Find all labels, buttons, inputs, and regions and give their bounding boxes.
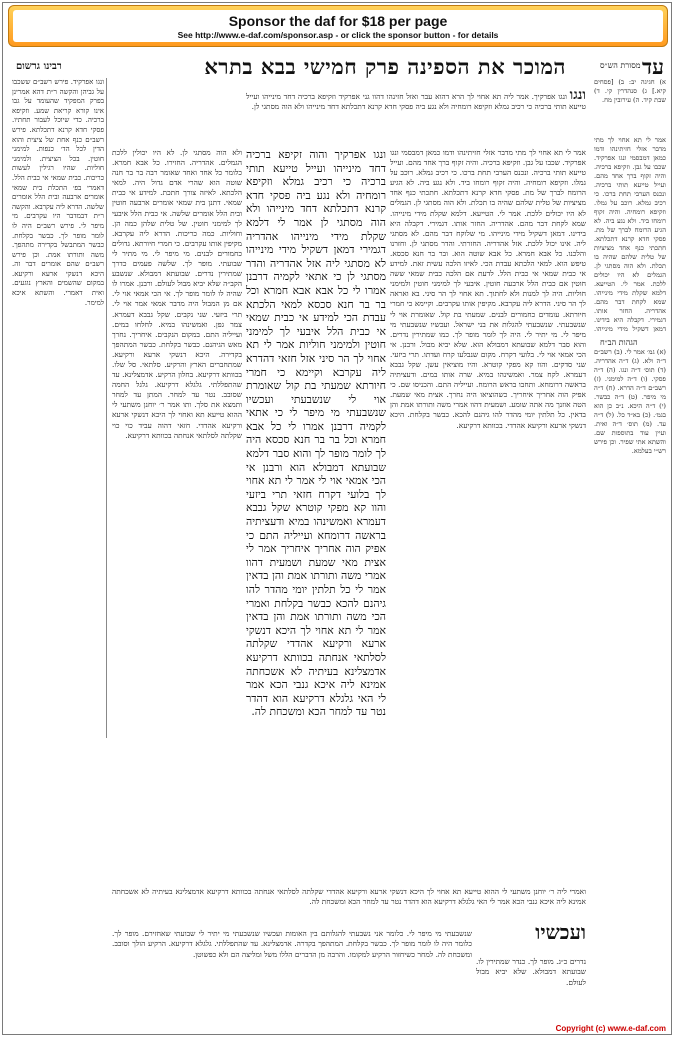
- hagahot-habach: [594, 348, 666, 648]
- gemara-top-block: [246, 90, 586, 146]
- mesoret-hashas: [594, 78, 666, 134]
- tosafot-column: [112, 148, 242, 872]
- rabbeinu-gershom-column: [12, 78, 104, 718]
- page-number: עד: [642, 54, 664, 79]
- sponsor-title: Sponsor the daf for $18 per page: [228, 13, 448, 29]
- copyright-link[interactable]: Copyright (c) www.e-daf.com: [555, 1024, 666, 1033]
- page-title: המוכר את הספינה פרק חמישי בבא בתרא: [204, 54, 566, 79]
- bottom-commentary-2-text: שנשבעתי מי מיפר לי. כלומר אני נשבעתי להגלותם בין האומות ועכשיו שנשבעתי מי יתיר לי שבועתי שאחזירם. מופר לך. כלומר היה לו לומר מופר לך. כבשר בקלחת. המתהפך בקדרה. אדמצלינא. עד שהתפללתי. גלגלא דרקיעא. הרקיע הולך וסובב. ומשכחת לה. למחר כשיחזור הרקיע למקומו. והרבה מן הדברים הללו משל ומליצה הם ולא כפשוטן.: [112, 929, 472, 959]
- mesoret-text: א) חגיגה יב: ב) [פסחים קיא.] ג) סנהדרין קי. ד) שבת קיד. ה) עירובין מח.: [594, 78, 666, 104]
- rabbeinu-gershom-text: ונגו אפרקיד. פירש רשב״ם ששכבו על גביהן והקשה ר״ת דהא אמרינן בפרק המפקיד שהעומד על גבו אינו קורא קריאת שמע. וזקיפא ברכיה. כדי שיוכל לעבור תחתיו. פסקי חדא קרנא דתכלתא. פירש רשב״ם כנף אחת של ציצית והוא הדין לכל הד׳ כנפות. למימני חוטין. בכל הציצית. ולמימני חוליות. שהיו רגילין לעשות כריכות. כבית שמאי אי כבית הלל. דאמרי בפ׳ התכלת בית שמאי אומרים ארבעה ובית הלל אומרים שלשה. הדרא ליה עקרבא. והקשה ר״ת דבמדבר היו עקרבים. מי מיפר לי. פירש רשב״ם היה לו לומר מופר לך. כבשר בקלחת. כבשר המתבשל בקדירה מתהפך. משה ותורתו אמת. וכן פירש רשב״ם שהם אומרים דבר זה. היכא דנשקי ארעא ורקיעא. במקום שהשמים והארץ נוגעים. ואית דאמרי. והשתא איכא למימר.: [12, 78, 104, 307]
- bottom-commentary-3-text: נדרים כ״ג. מופר לך. כנדר שמתירין לו. שבועתא דמבולא. שלא יביא מבול לעולם.: [476, 957, 586, 987]
- sponsor-banner[interactable]: [8, 5, 668, 47]
- commentary-label: רבינו גרשום: [16, 61, 62, 72]
- gemara-top-text: ונגו אפרקיך. אמר ליה תא אחוי לך הרא דהוא עבר ואזל חזינהו דהוו גני אפרקיד וזקיפא ברכיה דחד מינייהו ועייל טייעא תותי ברכיה כי רכיב גמלא וזקיפא רומחיה ולא נגע ביה פסקי חדא קרנא דתכלתא דחד מינייהו ולא הוה מסתגי לן.: [246, 92, 586, 112]
- gemara-opening-word: ונגו: [569, 90, 586, 103]
- page-header: [8, 52, 668, 78]
- bottom-commentary: [112, 880, 586, 920]
- bottom-commentary-text: ואמרי ליה ר׳ יוחנן משתעי לי ההוא טייעא תא אחוי לך היכא דנשקי ארעא ורקיעא אהדדי שקלתה לסלתאי אנחתה בכוותא דרקיעא אדמצלינא בעיתיה לא אשכחתה אמינא ליה איכא גנבי הכא אמר לי האי גלגלא דרקיעא הוא דהדר נטר עד למחר הכא ומשכחת לה.: [112, 887, 586, 907]
- rashbam-text: אמר לי תא אחוי לך מתי מדבר אזלי חזיתינהו ודמו כמאן דמבסמי ונגו אפרקיד. שכבו על גבן. וזקיפא ברכיה. והיה זקוף ברך אחד מהם. ועייל טייעא תותי ברכיה. ונכנס הערבי תחת ברכו. כי רכיב גמלא. רוכב על גמלו. וזקיפא רומחיה. והיה זקוף רומחו ביד. ולא נגע ביה. לא הגיע הרומח לברך של מת. פסקי חדא קרנא דתכלתא. חתכתי כנף אחד מציציות של טלית שלהם שהיה בו תכלת. ולא הוה מסתגי לן. הגמלים לא היו יכולים ללכת. אמר לי. הטייעא. דלמא שקלת מידי מינייהו. שמא לקחת דבר מהם. אהדריה. החזר אותו. דגמירי. דקבלה היא בידינו. דמאן דשקיל מידי מינייהו. מי שלוקח דבר מהם. לא מסתגי ליה. אינו יכול ללכת. אזל אהדריה. החזרתי. והדר מסתגי לן. וחזרנו והלכנו. כל אבא חמרא. כל אבא שוטה הוא. ובר בר חנא סכסא. טיפש הוא. למאי הלכתא עבדת הכי. לאיזו הלכה עשית זאת. למידע אי כבית שמאי אי כבית הלל. לדעת אם הלכה כבית שמאי ששה חוטין אם כבית הלל ארבעה חוטין. איבעי לך למימני חוטין ולמימני חוליות. היה לך למנות ולא לחתוך. תא אחוי לך הר סיני. בא ואראה לך הר סיני. הדרא ליה עקרבא. מקיפין אותו עקרבים. וקיימא כי חמרי חיורתא. עומדים כחמורים לבנים. שמעתי בת קול. שאומרת אוי לי שנשבעתי. שנשבעתי להגלות את בני ישראל. ועכשיו שנשבעתי מי מיפר לי. מי יתיר לי. היה לך לומר מופר לך. כמו שמתירין נדרים. והוא סבר דלמא שבועתא דמבולא הוא. שלא יביא מבול. ורבנן. אי הכי אמאי אוי לי. בלועי דקרח. מקום שנבלעו קרח ועדתו. תרי ביזעי. שני סדקים. והוו קא מפקי קוטרא. והיו מוציאין עשן. שקל גבבא דעמרא. לקח צמר. ואמשינהו במיא. שרה אותו במים. ודעציתיה בראשה דרומחא. ותחבו בראש הרומח. ועייליה התם. והכניסו שם. כי אפיק הוה אחריך איחריך. כשהוציאו היה נחרך. אצית מאי שמעת. הטה אוזנך מה אתה שומע. ושמעית דהוו אמרי משה ותורתו אמת והן בדאין. כל תלתין יומי מהדר להו גיהנם להכא. כבשר בקלחת. היכא דנשקי ארעא ורקיעא אהדדי. בכוותא דרקיעא.: [390, 148, 586, 430]
- margin-notes-text: אמר לי תא אחוי לך מתי מדבר אזלי חזיתינהו ודמו כמאן דמבסמי ונגו אפרקיד. שכבו על גבן. וזקיפא ברכיה. והיה זקוף ברך אחד מהם. ועייל טייעא תותי ברכיה. ונכנס הערבי תחת ברכו. כי רכיב גמלא. רוכב על גמלו. וזקיפא רומחיה. והיה זקוף רומחו ביד. ולא נגע ביה. לא הגיע הרומח לברך של מת. פסקי חדא קרנא דתכלתא. חתכתי כנף אחד מציציות של טלית שלהם שהיה בו תכלת. ולא הוה מסתגי לן. הגמלים לא היו יכולים ללכת. אמר לי. הטייעא. דלמא שקלת מידי מינייהו. שמא לקחת דבר מהם. אהדריה. החזר אותו. דגמירי. דקבלה היא בידינו. דמאן דשקיל מידי מינייהו.: [594, 136, 666, 332]
- sponsor-banner-inner: [13, 10, 663, 42]
- rashbam-column: [390, 148, 586, 872]
- hagahot-label: הגהות הב״ח: [600, 338, 638, 347]
- column-divider: [106, 78, 107, 738]
- gemara-text: ונגו אפרקיך והוה זקיפא ברכיה דחד מינייהו ועייל טייעא תותי ברכיה כי רכיב גמלא וזקיפא רומחיה ולא נגע ביה פסקי חדא קרנא דתכלתא דחד מינייהו ולא הוה מסתגי לן אמר לי דלמא שקלת מידי מינייהו אהדריה דגמירי דמאן דשקיל מידי מינייהו לא מסתגי ליה אזל אהדריה והדר מסתגי לן כי אתאי לקמיה דרבנן אמרו לי כל אבא אבא חמרא וכל בר בר חנא סכסא למאי הלכתא עבדת הכי למידע אי כבית שמאי אי כבית הלל איבעי לך למימני חוטין ולמימני חוליות אמר לי תא אחוי לך הר סיני אזל חזאי דהדרא ליה עקרבא וקיימא כי חמרי חיורתא שמעתי בת קול שאומרת אוי לי שנשבעתי ועכשיו שנשבעתי מי מיפר לי כי אתאי לקמיה דרבנן אמרו לי כל אבא חמרא וכל בר בר חנא סכסא היה לך לומר מופר לך והוא סבר דלמא שבועתא דמבולא הוא ורבנן אי הכי אמאי אוי לי אמר לי תא אחוי לך בלועי דקרח חזאי תרי ביזעי והוו קא מפקי קוטרא שקל גבבא דעמרא ואמשינהו במיא ודעציתיה בראשה דרומחא ועייליה התם כי אפיק הוה אחריך איחריך אמר לי אצית מאי שמעת ושמעית דהוו אמרי משה ותורתו אמת והן בדאין אמר לי כל תלתין יומי מהדר להו גיהנם להכא כבשר בקלחת ואמרי הכי משה ותורתו אמת והן בדאין אמר לי תא אחוי לך היכא דנשקי ארעא ורקיעא אהדדי שקלתה לסלתאי אנחתה בכוותא דרקיעא אדמצלינא בעיתיה לא אשכחתה אמינא ליה איכא גנבי הכא אמר לי האי גלגלא דרקיעא הוא דהדר נטר עד למחר הכא ומשכחת לה.: [246, 148, 386, 719]
- bottom-heading: ועכשיו: [535, 920, 586, 944]
- gemara-column: [246, 148, 386, 876]
- bottom-commentary-3: [476, 950, 586, 1022]
- margin-notes: [594, 136, 666, 332]
- mesoret-label: מסורת הש״ס: [600, 61, 641, 70]
- tosafot-text: ולא הוה מסתגי לן. לא היו יכולין ללכת הגמלים. אהדריה. החזירו. כל אבא חמרא. כלומר כל אחד ואחד שאומר רבה בר בר חנה שוטה הוא שהרי אדם גדול היה. למאי הלכתא. לאיזה צורך חתכת. למידע אי כבית שמאי. דתנן בית שמאי אומרים ארבעה חוטין ובית הלל אומרים שלשה. אי כבית הלל איבעי לך למימני חוטין. של טלית שלהן כמה הן. וחוליות. כמה כריכות. הדרא ליה עקרבא. מקיפין אותו עקרבים. כי חמרי חיורתא. גדולים כחמורים לבנים. מי מיפר לי. מי מתיר לי שבועתי. מופר לך. שלשה פעמים כדרך שמתירין נדרים. שבועתא דמבולא. שנשבע הקב״ה שלא יביא מבול לעולם. ורבנן. אמרו לו שהיה לו לומר מופר לך. אי הכי אמאי אוי לי. אם מן המבול היה מדבר אמאי אמר אוי לי. תרי ביזעי. שני נקבים. שקל גבבא דעמרא. צמר גפן. ואמשינהו במיא. לחלחו במים. ועייליה התם. במקום הנקבים. איחריך. נחרך מאש הגיהנם. כבשר בקלחת. כבשר המתהפך בקדירה. היכא דנשקי ארעא ורקיעא. שמתחברים הארץ והרקיע. סלתאי. סל שלו. בכוותא דרקיעא. בחלון הרקיע. אדמצלינא. עד שהתפללתי. גלגלא דרקיעא. גלגל החמה שסובב. נטר עד למחר. המתן עד למחר ותמצא את סלך. ותו אמר ר׳ יוחנן משתעי לי ההוא טייעא תא ואחוי לך היכא דנשקי ארעא ורקיעא אהדדי. חזאי דהוה עביד כוי כוי שקלתה לסלתאי אנחתה בכוותא דרקיעא.: [112, 148, 242, 440]
- sponsor-subtitle[interactable]: See http://www.e-daf.com/sponsor.asp - or click the sponsor button - for details: [177, 30, 499, 40]
- bottom-commentary-2: [112, 922, 472, 1022]
- hagahot-text: (א) גמ׳ אמר לי. (ב) רשב״ם ד״ה ולא. (ג) ד״ה אהדריה. (ד) תוס׳ ד״ה ונגו. (ה) ד״ה פסקי. (ו) ד״ה למימני. (ז) רשב״ם ד״ה הדרא. (ח) ד״ה מי מיפר. (ט) ד״ה כבשר. (י) ד״ה היכא. נ״ב כן הוא בגמ׳. (כ) בא״ד כל. (ל) ד״ה עד. (מ) תוס׳ ד״ה ואית. ועיין עוד בתוספות שם. והשתא אתי שפיר. וכן פירש רש״י בעלמא.: [594, 348, 666, 455]
